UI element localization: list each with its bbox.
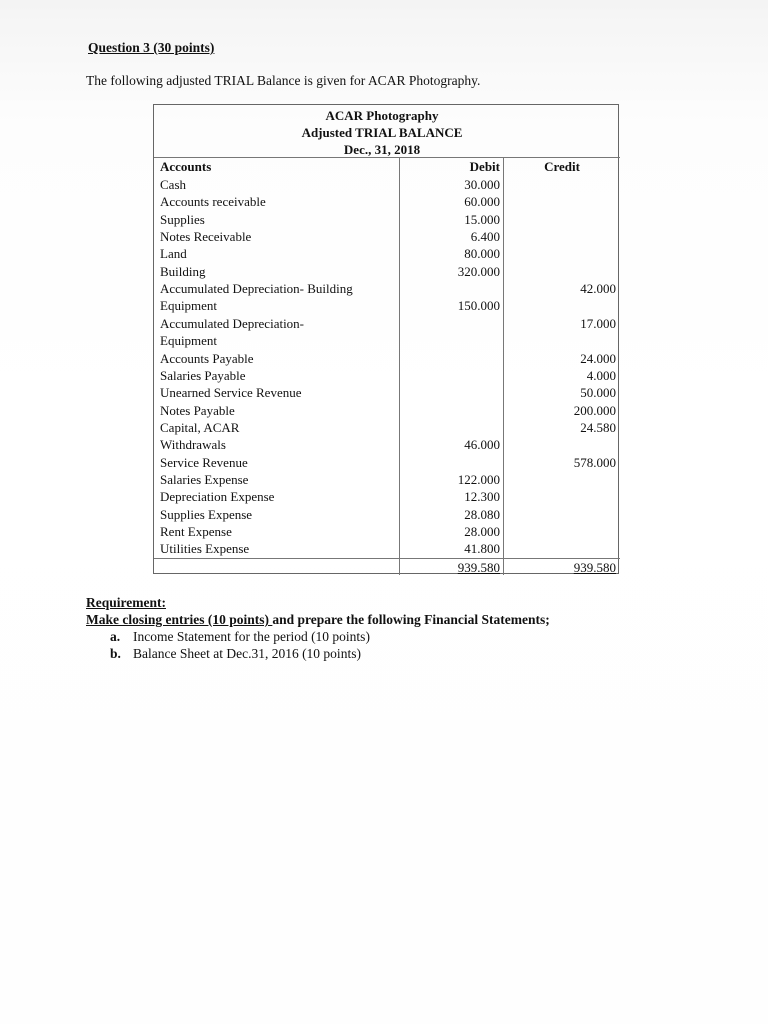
account-name: Salaries Expense xyxy=(160,471,249,487)
debit-value: 150.000 xyxy=(457,298,500,314)
credit-value: 42.000 xyxy=(580,281,616,297)
account-name: Withdrawals xyxy=(160,437,226,453)
total-debit: 939.580 xyxy=(457,559,500,575)
account-name: Unearned Service Revenue xyxy=(160,385,302,401)
account-name: Accumulated Depreciation- xyxy=(160,315,305,331)
account-name: Land xyxy=(160,246,187,262)
credit-value: 4.000 xyxy=(586,367,616,383)
account-name: Salaries Payable xyxy=(160,367,246,383)
trial-balance-table xyxy=(153,104,619,574)
requirement-item-text: Income Statement for the period (10 points) xyxy=(133,629,370,644)
question-title: Question 3 (30 points) xyxy=(88,40,215,55)
table-heading xyxy=(154,107,620,158)
table-row xyxy=(154,436,620,453)
requirement-main-underlined: Make closing entries (10 points) xyxy=(86,612,273,627)
total-credit: 939.580 xyxy=(573,559,616,575)
table-row xyxy=(154,402,620,419)
account-name: Equipment xyxy=(160,298,218,314)
table-row xyxy=(154,228,620,245)
account-name: Building xyxy=(160,263,206,279)
debit-value: 41.800 xyxy=(464,541,500,557)
table-row xyxy=(154,506,620,523)
account-name: Accumulated Depreciation- Building xyxy=(160,281,353,297)
debit-value: 60.000 xyxy=(464,194,500,210)
header-credit: Credit xyxy=(544,159,580,174)
account-name: Capital, ACAR xyxy=(160,419,240,435)
requirement-section xyxy=(86,594,550,662)
column-divider xyxy=(503,157,504,575)
table-row xyxy=(154,280,620,297)
debit-value: 320.000 xyxy=(457,263,500,279)
debit-value: 122.000 xyxy=(457,471,500,487)
table-row xyxy=(154,540,620,557)
account-name: Cash xyxy=(160,177,186,192)
debit-value: 15.000 xyxy=(464,211,500,227)
account-name: Notes Receivable xyxy=(160,229,252,245)
table-row xyxy=(154,471,620,488)
requirement-item-label: b. xyxy=(110,646,121,661)
table-row xyxy=(154,454,620,471)
requirement-item-label: a. xyxy=(110,629,121,644)
credit-value: 24.000 xyxy=(580,350,616,366)
table-row xyxy=(154,367,620,384)
table-row-continuation xyxy=(154,332,620,349)
account-name: Accounts receivable xyxy=(160,194,266,210)
credit-value: 200.000 xyxy=(573,402,616,418)
requirement-main xyxy=(86,611,550,628)
requirement-main-rest: and prepare the following Financial Statements; xyxy=(272,612,550,627)
account-name: Rent Expense xyxy=(160,524,232,539)
account-name: Depreciation Expense xyxy=(160,489,275,505)
header-accounts: Accounts xyxy=(160,159,212,174)
column-header-row xyxy=(154,158,620,175)
debit-value: 12.300 xyxy=(464,489,500,505)
column-divider xyxy=(399,157,400,575)
requirement-item-text: Balance Sheet at Dec.31, 2016 (10 points) xyxy=(133,646,361,661)
row-divider xyxy=(154,157,620,158)
table-row xyxy=(154,245,620,262)
table-row xyxy=(154,419,620,436)
credit-value: 17.000 xyxy=(580,315,616,331)
debit-value: 30.000 xyxy=(464,177,500,192)
table-row xyxy=(154,263,620,280)
totals-row xyxy=(154,559,620,576)
account-name: Accounts Payable xyxy=(160,350,254,366)
account-name: Supplies xyxy=(160,211,205,227)
table-date: Dec., 31, 2018 xyxy=(343,142,421,157)
table-row xyxy=(154,193,620,210)
account-name: Supplies Expense xyxy=(160,506,253,522)
table-row xyxy=(154,384,620,401)
company-name: ACAR Photography xyxy=(325,108,439,123)
credit-value: 24.580 xyxy=(580,419,616,435)
account-name: Service Revenue xyxy=(160,454,248,470)
table-row xyxy=(154,523,620,540)
header-debit: Debit xyxy=(469,159,500,174)
debit-value: 80.000 xyxy=(464,246,500,262)
table-row xyxy=(154,350,620,367)
table-row xyxy=(154,488,620,505)
debit-value: 28.080 xyxy=(464,506,500,522)
table-row xyxy=(154,211,620,228)
debit-value: 28.000 xyxy=(464,524,500,539)
row-divider xyxy=(154,558,620,559)
table-row xyxy=(154,315,620,332)
table-row xyxy=(154,297,620,314)
debit-value: 6.400 xyxy=(470,229,500,245)
intro-text: The following adjusted TRIAL Balance is given for ACAR Photography. xyxy=(86,73,481,88)
credit-value: 50.000 xyxy=(580,385,616,401)
requirement-item xyxy=(86,628,550,645)
account-name: Notes Payable xyxy=(160,402,235,418)
debit-value: 46.000 xyxy=(464,437,500,453)
account-name: Equipment xyxy=(160,333,218,349)
requirement-item xyxy=(86,645,550,662)
account-name: Utilities Expense xyxy=(160,541,250,557)
table-title: Adjusted TRIAL BALANCE xyxy=(301,125,463,140)
requirement-heading: Requirement: xyxy=(86,595,166,610)
credit-value: 578.000 xyxy=(573,454,616,470)
table-row xyxy=(154,176,620,193)
